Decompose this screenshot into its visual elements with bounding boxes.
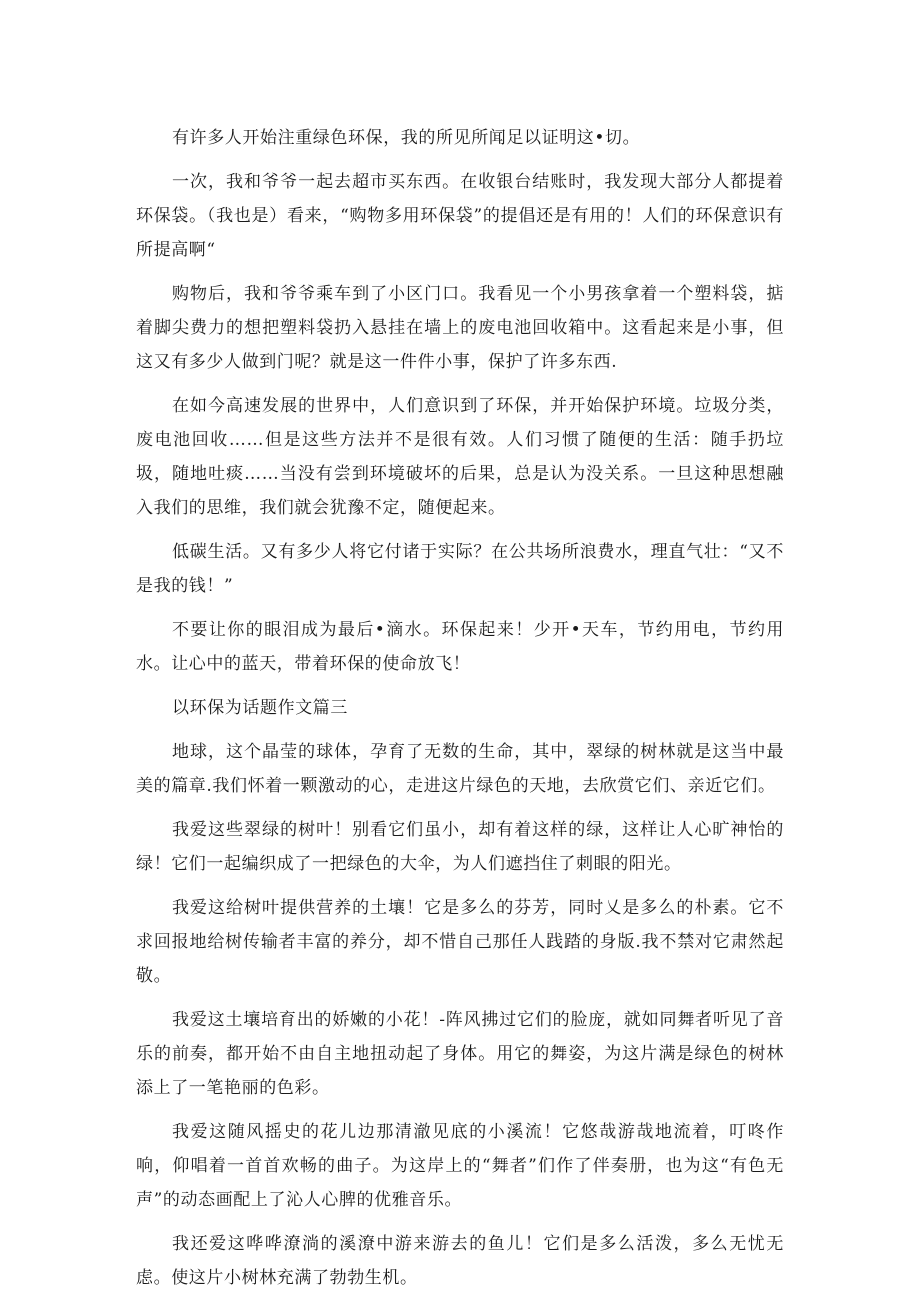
- paragraph-6: 不要让你的眼泪成为最后•滴水。环保起来！少开•天车，节约用电，节约用水。让心中的蓝天，带着环保的使命放飞！: [136, 620, 784, 674]
- paragraph-4: 在如今高速发展的世界中，人们意识到了环保，并开始保护环境。垃圾分类，废电池回收……但是这些方法并不是很有效。人们习惯了随便的生活：随手扔垃圾，随地吐痰……当没有尝到环境破坏的后果，总是认为没关系。一旦这种思想融入我们的思维，我们就会犹豫不定，随便起来。: [136, 396, 784, 518]
- paragraph-5: 低碳生活。又有多少人将它付诸于实际？在公共场所浪费水，理直气壮：“又不是我的钱！”: [136, 542, 784, 596]
- essay-body: [136, 121, 784, 1305]
- paragraph-3: 购物后，我和爷爷乘车到了小区门口。我看见一个小男孩拿着一个塑料袋，掂着脚尖费力的想把塑料袋扔入悬挂在墙上的废电池回收箱中。这看起来是小事，但这又有多少人做到门呢？就是这一件件小事，保护了许多东西.: [136, 284, 784, 372]
- paragraph-12: 我还爱这哗哗潦淌的溪潦中游来游去的鱼儿！它们是多么活泼，多么无忧无虑。使这片小树林充满了勃勃生机。: [136, 1234, 784, 1288]
- paragraph-1: 有许多人开始注重绿色环保，我的所见所闻足以证明这•切。: [172, 128, 641, 148]
- paragraph-11: 我爱这随风摇史的花儿边那清澈见底的小溪流！它悠哉游哉地流着，叮咚作响，仰唱着一首首欢畅的曲子。为这岸上的“舞者”们作了伴奏册，也为这“有色无声”的动态画配上了沁人心脾的优雅音乐。: [136, 1122, 784, 1210]
- paragraph-7: 地球，这个晶莹的球体，孕育了无数的生命，其中，翠绿的树林就是这当中最美的篇章.我们怀着一颗激动的心，走进这片绿色的天地，去欣赏它们、亲近它们。: [136, 742, 784, 796]
- section-title: 以环保为话题作文篇三: [172, 698, 348, 718]
- paragraph-10: 我爱这土壤培育出的娇嫩的小花！-阵风拂过它们的脸庞，就如同舞者听见了音乐的前奏，都开始不由自主地扭动起了身体。用它的舞姿，为这片满是绿色的树林添上了一笔艳丽的色彩。: [136, 1010, 784, 1098]
- paragraph-9: 我爱这给树叶提供营养的土壤！它是多么的芬芳，同时乂是多么的朴素。它不求回报地给树传输者丰富的养分，却不惜自己那任人践踏的身版.我不禁对它肃然起敬。: [136, 898, 784, 986]
- paragraph-8: 我爱这些翠绿的树叶！别看它们虽小，却有着这样的绿，这样让人心旷神怡的绿！它们一起编织成了一把绿色的大伞，为人们遮挡住了刺眼的阳光。: [136, 820, 784, 874]
- paragraph-2: 一次，我和爷爷一起去超市买东西。在收银台结账时，我发现大部分人都提着环保袋。（我也是）看来，“购物多用环保袋”的提倡还是有用的！人们的环保意识有所提高啊“: [136, 172, 784, 260]
